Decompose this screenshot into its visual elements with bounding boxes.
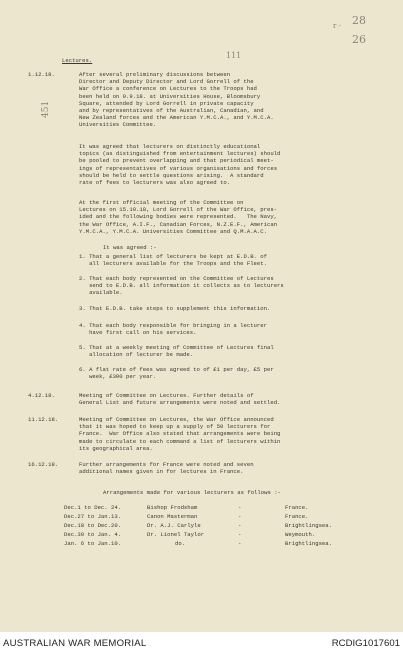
agreed-point: 3. That E.D.B. take steps to supplement this information.: [79, 305, 271, 312]
agreed-point: 5. That at a weekly meeting of Committee of Lectures final allocation of lecturer be made.: [79, 344, 274, 359]
entry-date: 11.12.18.: [28, 416, 59, 423]
arrangement-place: France.: [285, 513, 309, 520]
arrangement-lecturer: Bishop Frodsham: [147, 504, 198, 511]
arrangement-dash: -: [238, 504, 242, 511]
arrangement-dash: -: [238, 540, 242, 547]
arrangement-dates: Dec.27 to Jan.13.: [64, 513, 122, 520]
agreed-intro: It was agreed :-: [103, 244, 157, 251]
entry-date: 16.12.18.: [28, 461, 59, 468]
arrangements-intro: Arrangements made for various lecturers as follows :-: [103, 489, 281, 496]
entry-paragraph: At the first official meeting of the Committee on Lectures on 15.10.18, Lord Gorrell of the War Office, pres- ided and the following bodies were represented. The Navy, the War Office, A.I.F., Canadian Forces, N.Z.E.F., American Y.M.C.A., Y.M.C.A. Universities Committee and Q.M.A.A.C.: [79, 199, 278, 235]
arrangement-lecturer: Canon Masterman: [147, 513, 198, 520]
arrangement-dash: -: [238, 531, 242, 538]
arrangement-dash: -: [238, 513, 242, 520]
entry-paragraph: After several preliminary discussions between Director and Deputy Director and Lord Gorrell of the War Office a conference on Lectures to the Troops had been held on 9.9.18. at Universities House, Bloomsbury Square, attended by Lord Gorrell in private capacity and by representatives of the Australian, Canadian, and New Zealand forces and the American Y.M.C.A., and Y.M.C.A. Universities Committee.: [79, 71, 274, 129]
arrangement-lecturer: do.: [175, 540, 186, 547]
margin-number: 451: [41, 100, 51, 118]
arrangement-lecturer: Dr. Lionel Taylor: [147, 531, 205, 538]
arrangement-dash: -: [238, 522, 242, 529]
arrangement-place: France.: [285, 504, 309, 511]
archive-footer: [0, 632, 403, 654]
agreed-point: 4. That each body responsible for bringing in a lecturer have first call on his services.: [79, 322, 267, 337]
page-number-top: 28: [352, 14, 366, 27]
entry-text: Meeting of Committee on Lectures. Further details of General List and future arrangements were noted and settled.: [79, 392, 281, 407]
arrangement-place: Weymouth.: [285, 531, 316, 538]
pencil-mark: r -: [333, 22, 341, 30]
arrangement-dates: Jan. 6 to Jan.10.: [64, 540, 122, 547]
agreed-point: 1. That a general list of lecturers be kept at E.D.B. of all lecturers available for the Troops and the Fleet.: [79, 253, 267, 268]
arrangement-dates: Dec.1 to Dec. 24.: [64, 504, 122, 511]
arrangement-place: Brightlingsea.: [285, 540, 332, 547]
arrangement-lecturer: Dr. A.J. Carlyle: [147, 522, 201, 529]
entry-text: Meeting of Committee on Lectures, the War Office announced that it was hoped to keep up a supply of 50 lecturers for France. War Office also stated that arrangements were being made to circulate to each command a list of lecturers within its geographical area.: [79, 416, 281, 452]
entry-paragraph: It was agreed that lecturers on distinctly educational topics (as distinguished from entertainment lectures) should be pooled to prevent overlapping and that periodical meet- ings of representatives of various organisations and forces should be held to settle questions arising. A standard rate of fees to lecturers was also agreed to.: [79, 143, 281, 187]
entry-date: 1.12.18.: [28, 71, 55, 78]
entry-text: Further arrangements for France were noted and seven additional names given in for lectures in France.: [79, 461, 254, 476]
arrangement-dates: Dec.30 to Jan. 4.: [64, 531, 122, 538]
arrangement-dates: Dec.18 to Dec.20.: [64, 522, 122, 529]
arrangement-place: Brightlingsea.: [285, 522, 332, 529]
center-pencil-number: 111: [226, 51, 242, 60]
footer-record-id: RCDIG1017601: [331, 638, 400, 649]
page-number-second: 26: [352, 33, 366, 46]
footer-institution: AUSTRALIAN WAR MEMORIAL: [3, 638, 147, 649]
document-title: Lectures.: [62, 57, 93, 64]
agreed-point: 2. That each body represented on the Committee of Lectures send to E.D.B. all information it collects as to lecturers available.: [79, 275, 284, 297]
agreed-point: 6. A flat rate of fees was agreed to of £1 per day, £5 per week, £300 per year.: [79, 366, 274, 381]
entry-date: 4.12.18.: [28, 392, 55, 399]
